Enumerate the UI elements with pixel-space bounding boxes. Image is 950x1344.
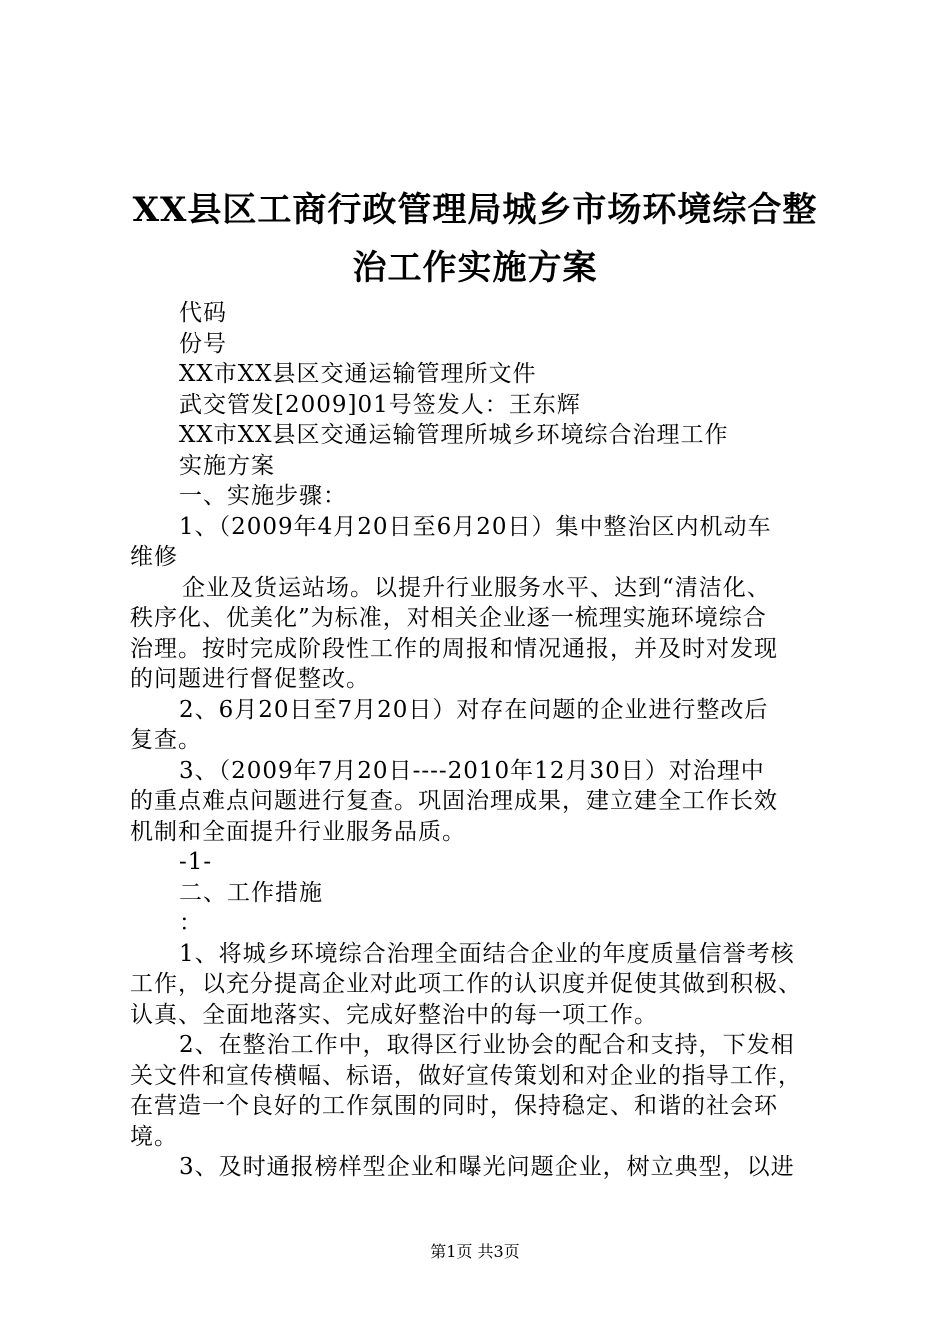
section-heading: 二、工作措施: [179, 879, 323, 906]
body-line: 在营造一个良好的工作氛围的同时，保持稳定、和谐的社会环: [130, 1093, 778, 1119]
body-line: 秩序化、优美化”为标准，对相关企业逐一梳理实施环境综合: [130, 605, 767, 631]
body-line: 复查。: [130, 727, 202, 753]
body-line: 认真、全面地落实、完成好整治中的每一项工作。: [130, 1001, 658, 1028]
inline-page-marker: -1-: [179, 849, 213, 875]
body-line: 的问题进行督促整改。: [130, 666, 370, 692]
body-line: 实施方案: [179, 452, 275, 479]
body-line: 1、将城乡环境综合治理全面结合企业的年度质量信誉考核: [179, 940, 795, 967]
section-heading: 一、实施步骤：: [179, 483, 347, 509]
body-line: XX市XX县区交通运输管理所文件: [179, 361, 537, 387]
body-line: 企业及货运站场。以提升行业服务水平、达到“清洁化、: [182, 574, 771, 601]
body-line: 3、及时通报榜样型企业和曝光问题企业，树立典型，以进: [179, 1154, 795, 1180]
body-line: 代码: [179, 300, 227, 326]
body-line: 的重点难点问题进行复查。巩固治理成果，建立建全工作长效: [130, 788, 778, 814]
document-title-line-2: 治工作实施方案: [352, 248, 598, 288]
body-line: 机制和全面提升行业服务品质。: [130, 818, 466, 845]
body-line: 治理。按时完成阶段性工作的周报和情况通报，并及时对发现: [130, 635, 778, 662]
body-line: 关文件和宣传横幅、标语，做好宣传策划和对企业的指导工作，: [130, 1062, 802, 1089]
body-line: 维修: [130, 544, 178, 570]
document-title-line-1: XX县区工商行政管理局城乡市场环境综合整: [132, 190, 818, 230]
body-line: XX市XX县区交通运输管理所城乡环境综合治理工作: [179, 422, 729, 448]
body-line: 武交管发[2009]01号签发人：王东辉: [179, 391, 581, 418]
body-line: 境。: [130, 1123, 178, 1150]
body-line: 工作，以充分提高企业对此项工作的认识度并促使其做到积极、: [130, 971, 802, 997]
page-footer: 第1页 共3页: [430, 1242, 520, 1261]
body-line: 份号: [179, 330, 227, 357]
body-line: 2、在整治工作中，取得区行业协会的配合和支持，下发相: [179, 1032, 795, 1058]
body-line: 1、（2009年4月20日至6月20日）集中整治区内机动车: [179, 513, 772, 540]
body-line: ：: [179, 910, 203, 936]
document-body: [130, 298, 835, 1183]
body-line: 3、（2009年7月20日----2010年12月30日）对治理中: [179, 757, 765, 784]
body-line: 2、6月20日至7月20日）对存在问题的企业进行整改后: [179, 696, 769, 723]
